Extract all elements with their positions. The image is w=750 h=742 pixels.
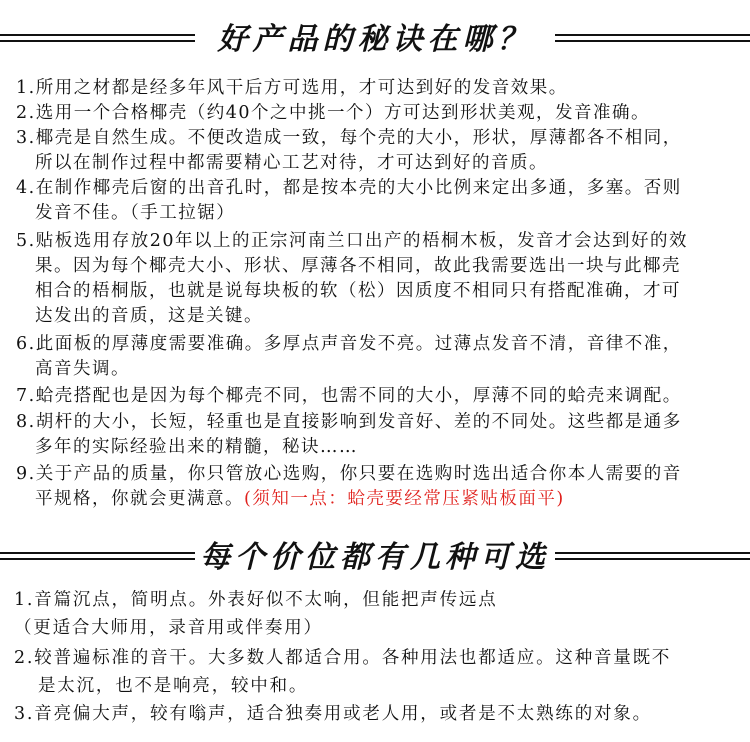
item-text: 椰壳是自然生成。不便改造成一致，每个壳的大小，形状，厚薄都各不相同， (35, 128, 682, 148)
decorative-double-rule-right (555, 552, 750, 561)
item-text: 在制作椰壳后窗的出音孔时，都是按本壳的大小比例来定出多通，多塞。否则 (35, 178, 682, 198)
item-text: 所用之材都是经多年风干后方可选用，才可达到好的发音效果。 (35, 78, 568, 98)
section-title: 每个价位都有几种可选 (200, 540, 550, 575)
decorative-double-rule-right (555, 34, 750, 43)
item-number: 3. (14, 704, 35, 724)
item-text: 贴板选用存放20年以上的正宗河南兰口出产的梧桐木板，发音才会达到好的效 (35, 231, 688, 251)
item-text-continued: 是太沉，也不是响亮，较中和。 (38, 676, 309, 696)
item-text: 此面板的厚薄度需要准确。多厚点声音发不亮。过薄点发音不清，音律不准， (35, 334, 682, 354)
item-text-continued: 所以在制作过程中都需要精心工艺对待，才可达到好的音质。 (35, 153, 548, 173)
item-number: 1. (16, 78, 36, 98)
list-item (14, 644, 739, 700)
list-item (14, 586, 739, 642)
item-number: 5. (16, 231, 36, 251)
item-text: 关于产品的质量，你只管放心选购，你只要在选购时选出适合你本人需要的音 (35, 464, 682, 484)
item-text-continued: （更适合大师用，录音用或伴奏用） (14, 618, 323, 638)
item-text: 较普遍标准的音干。大多数人都适合用。各种用法也都适应。这种音量既不 (34, 648, 672, 668)
item-text-continued: 平规格，你就会更满意。 (35, 489, 244, 509)
item-number: 8. (16, 412, 36, 432)
item-text: 胡杆的大小，长短，轻重也是直接影响到发音好、差的不同处。这些都是通多 (35, 412, 682, 432)
section-heading-secrets (0, 20, 750, 60)
section-title: 好产品的秘诀在哪？ (217, 22, 533, 57)
item-number: 6. (16, 334, 36, 354)
item-number: 9. (16, 464, 36, 484)
list-item (16, 410, 741, 460)
item-text-continued: 相合的梧桐版，也就是说每块板的软（松）因质度不相同只有搭配准确，才可 (35, 281, 681, 301)
item-text-continued: 高音失调。 (35, 359, 130, 379)
list-item (16, 384, 741, 409)
list-item (16, 76, 741, 101)
item-text-continued: 达发出的音质，这是关键。 (35, 306, 263, 326)
list-item (16, 126, 741, 176)
item-number: 7. (16, 386, 36, 406)
item-text: 选用一个合格椰壳（约40个之中挑一个）方可达到形状美观，发音准确。 (35, 103, 650, 123)
list-item (14, 700, 739, 728)
item-text-continued: 果。因为每个椰壳大小、形状、厚薄各不相同，故此我需要选出一块与此椰壳 (35, 256, 681, 276)
list-item (16, 176, 741, 226)
item-text: 音篇沉点，简明点。外表好似不太响，但能把声传远点 (34, 590, 498, 610)
item-number: 2. (16, 103, 36, 123)
item-number: 2. (14, 648, 35, 668)
list-item (16, 462, 741, 512)
decorative-double-rule-left (0, 552, 195, 561)
red-notice: (须知一点：蛤壳要经常压紧贴板面平) (244, 489, 565, 509)
item-number: 4. (16, 178, 36, 198)
item-number: 1. (14, 590, 35, 610)
list-item (16, 101, 741, 126)
item-number: 3. (16, 128, 36, 148)
item-text-continued: 发音不佳。（手工拉锯） (35, 203, 236, 223)
section-heading-options (0, 538, 750, 578)
item-text-continued: 多年的实际经验出来的精髓，秘诀…… (35, 437, 358, 457)
item-text: 蛤壳搭配也是因为每个椰壳不同，也需不同的大小，厚薄不同的蛤壳来调配。 (35, 386, 682, 406)
list-item (16, 332, 741, 382)
list-item (16, 229, 741, 329)
item-text: 音亮偏大声，较有嗡声，适合独奏用或老人用，或者是不太熟练的对象。 (34, 704, 652, 724)
decorative-double-rule-left (0, 34, 195, 43)
